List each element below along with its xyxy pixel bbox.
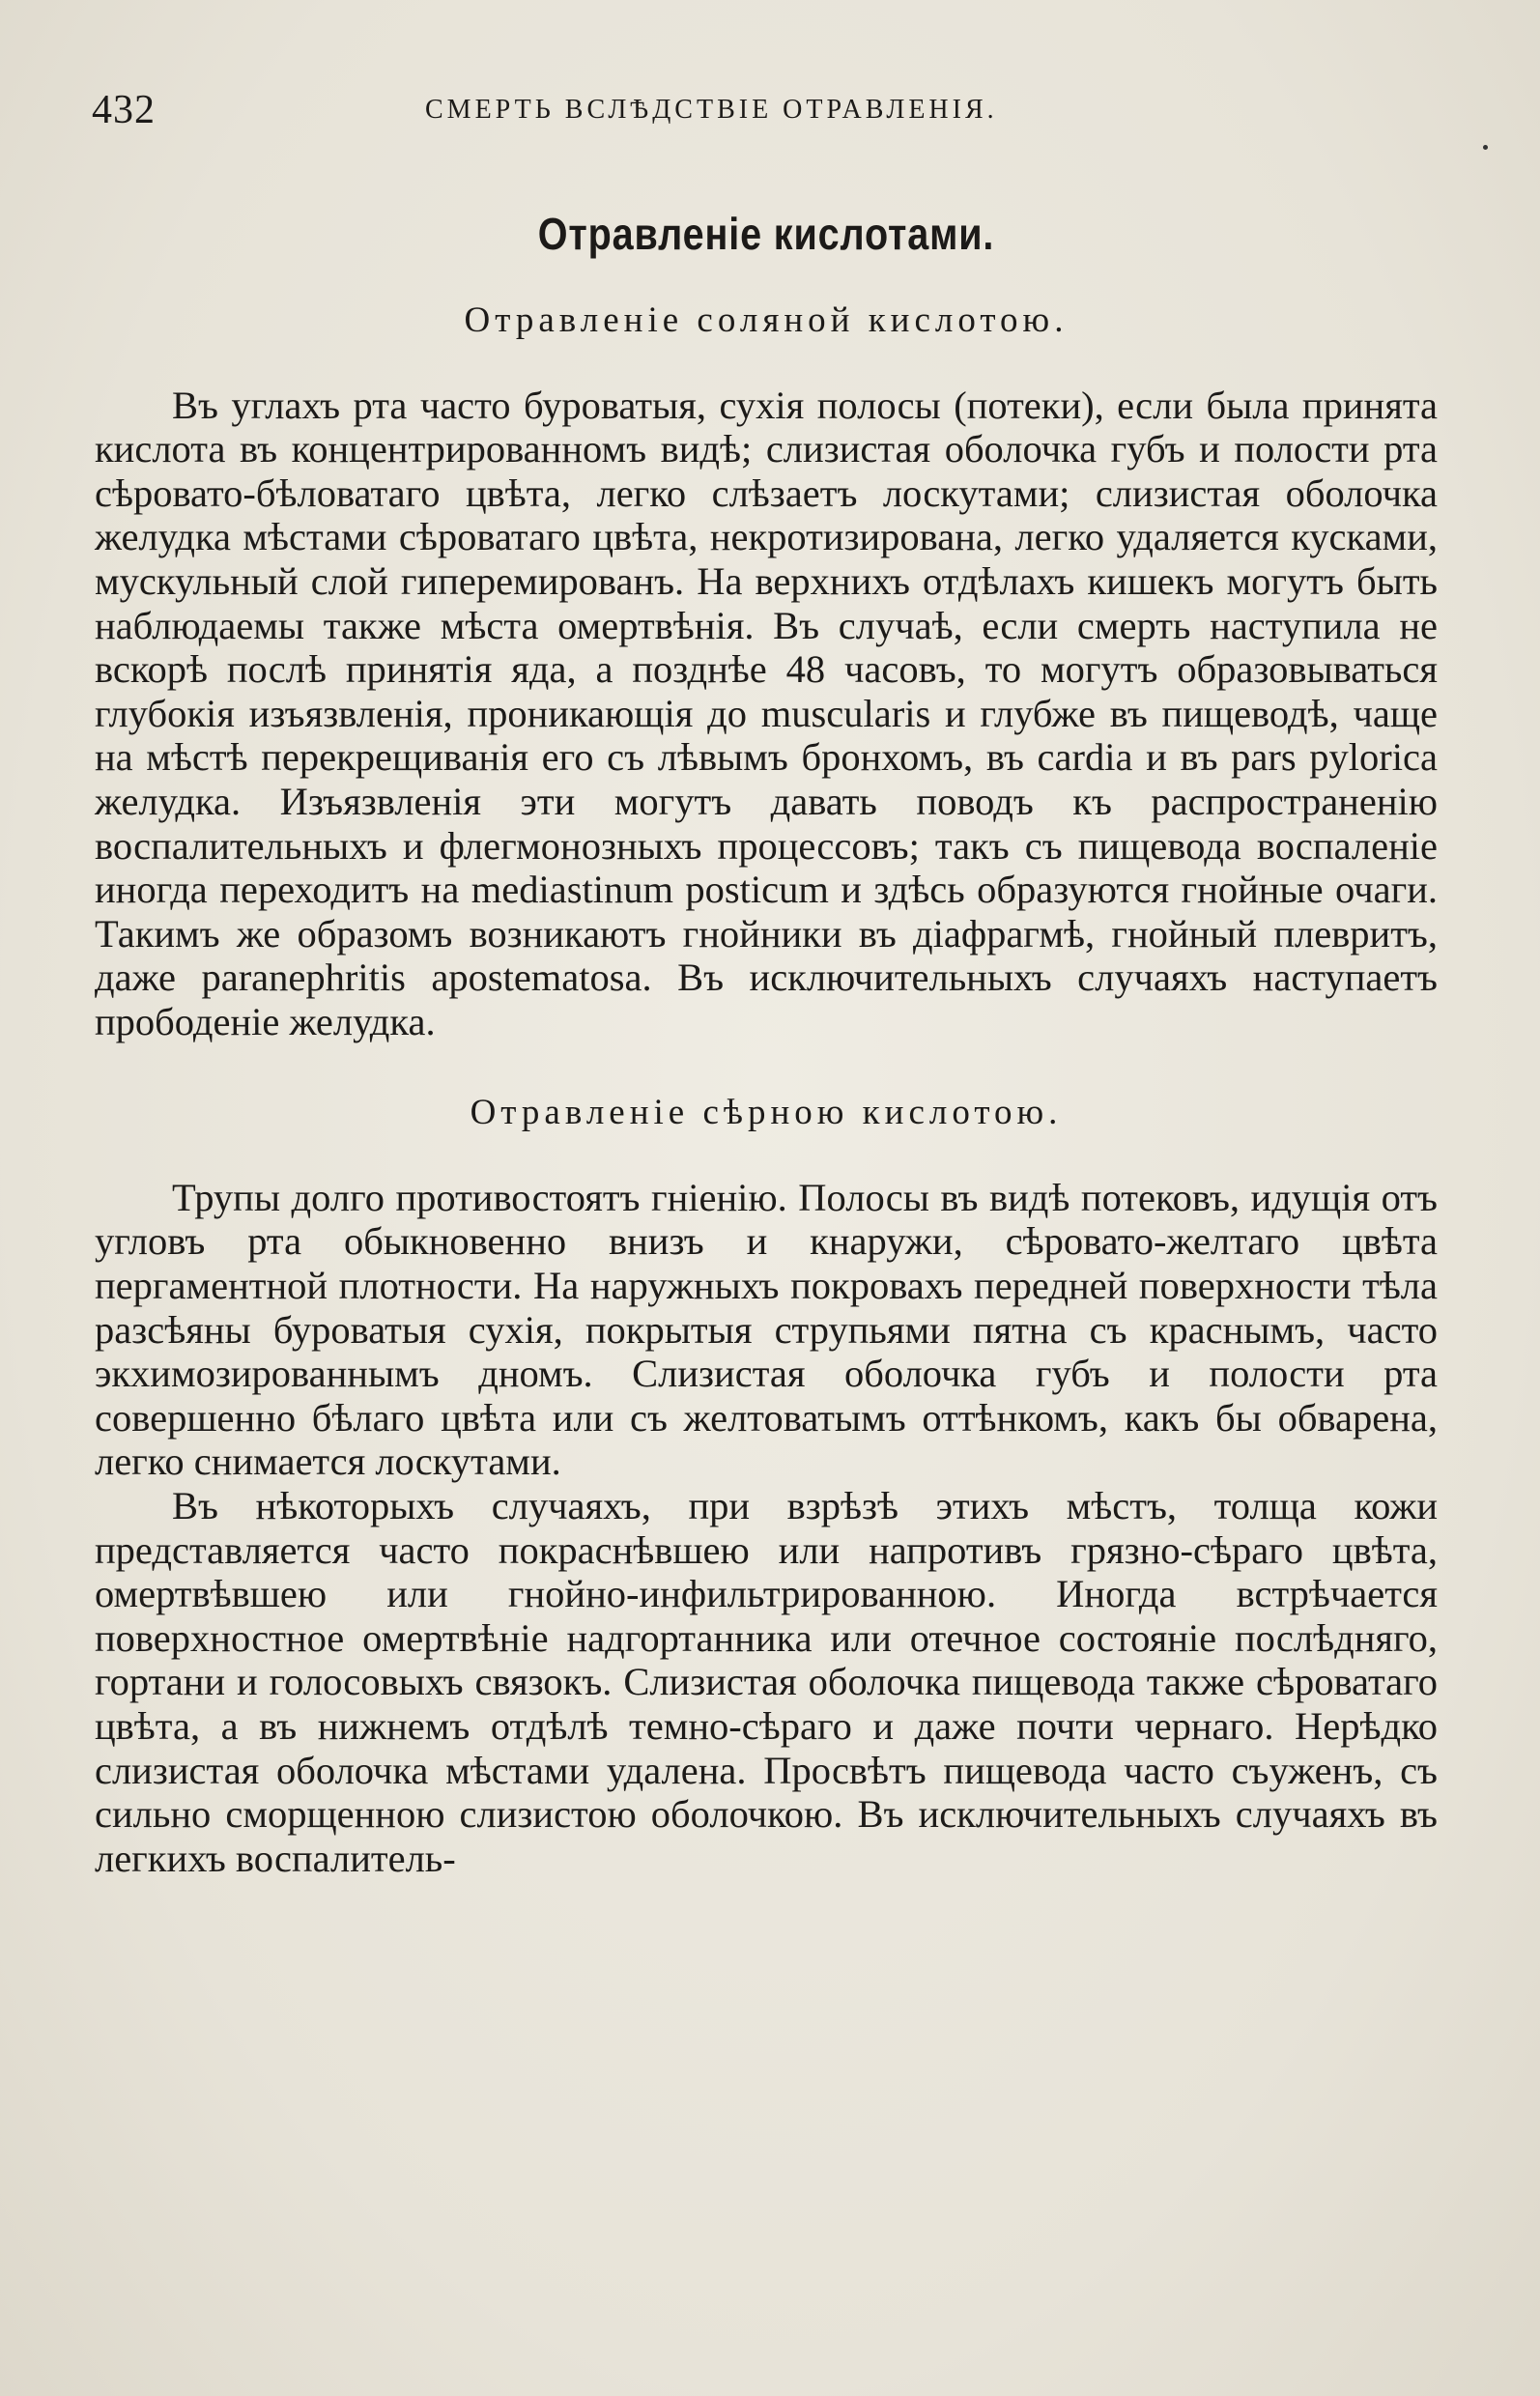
paragraph: Трупы долго противостоятъ гніенію. Полосы въ видѣ потековъ, идущія отъ угловъ рта обыкновенно внизъ и кнаружи, сѣровато-желтаго цвѣта пергаментной плотности. На наружныхъ покровахъ передней поверхности тѣла разсѣяны буроватыя сухія, покрытыя струпьями пятна съ краснымъ, часто экхимозированнымъ дномъ. Слизистая оболочка губъ и полости рта совершенно бѣлаго цвѣта или съ желтоватымъ оттѣнкомъ, какъ бы обварена, легко снимается лоскутами.: [95, 1175, 1438, 1484]
page-body: [95, 208, 1438, 1880]
section-heading: Отравленіе соляной кислотою.: [464, 300, 1069, 341]
paragraph: Въ нѣкоторыхъ случаяхъ, при взрѣзѣ этихъ мѣстъ, толща кожи представляется часто покраснѣвшею или напротивъ грязно-сѣраго цвѣта, омертвѣвшею или гнойно-инфильтрированною. Иногда встрѣчается поверхностное омертвѣніе надгортанника или отечное состояніе послѣдняго, гортани и голосовыхъ связокъ. Слизистая оболочка пищевода также сѣроватаго цвѣта, а въ нижнемъ отдѣлѣ темно-сѣраго и даже почти чернаго. Нерѣдко слизистая оболочка мѣстами удалена. Просвѣтъ пищевода часто съуженъ, съ сильно сморщенною слизистою оболочкою. Въ исключительныхъ случаяхъ въ легкихъ воспалитель-: [95, 1484, 1438, 1880]
running-header: [92, 87, 1444, 145]
section-sulfuric-acid: [95, 1092, 1438, 1880]
running-title: СМЕРТЬ ВСЛѢДСТВІЕ ОТРАВЛЕНІЯ.: [425, 95, 998, 125]
paragraph: Въ углахъ рта часто буроватыя, сухія полосы (потеки), если была принята кислота въ концентрированномъ видѣ; слизистая оболочка губъ и полости рта сѣровато-бѣловатаго цвѣта, легко слѣзаетъ лоскутами; слизистая оболочка желудка мѣстами сѣроватаго цвѣта, некротизирована, легко удаляется кусками, мускульный слой гиперемированъ. На верхнихъ отдѣлахъ кишекъ могутъ быть наблюдаемы также мѣста омертвѣнія. Въ случаѣ, если смерть наступила не вскорѣ послѣ принятія яда, а позднѣе 48 часовъ, то могутъ образовываться глубокія изъязвленія, проникающія до muscularis и глубже въ пищеводѣ, чаще на мѣстѣ перекрещиванія его съ лѣвымъ бронхомъ, въ cardia и въ pars pylorica желудка. Изъязвленія эти могутъ давать поводъ къ распространенію воспалительныхъ и флегмонозныхъ процессовъ; такъ съ пищевода воспаленіе иногда переходитъ на mediastinum posticum и здѣсь образуются гнойные очаги. Такимъ же образомъ возникаютъ гнойники въ діафрагмѣ, гнойный плевритъ, даже paranephritis apostematosa. Въ исключительныхъ случаяхъ наступаетъ прободеніе желудка.: [95, 383, 1438, 1043]
chapter-title: Отравленіе кислотами.: [537, 209, 995, 259]
section-hydrochloric-acid: [95, 300, 1438, 1043]
print-speck: [1483, 145, 1488, 150]
section-heading: Отравленіе сѣрною кислотою.: [470, 1093, 1063, 1133]
page-number: 432: [92, 88, 156, 132]
